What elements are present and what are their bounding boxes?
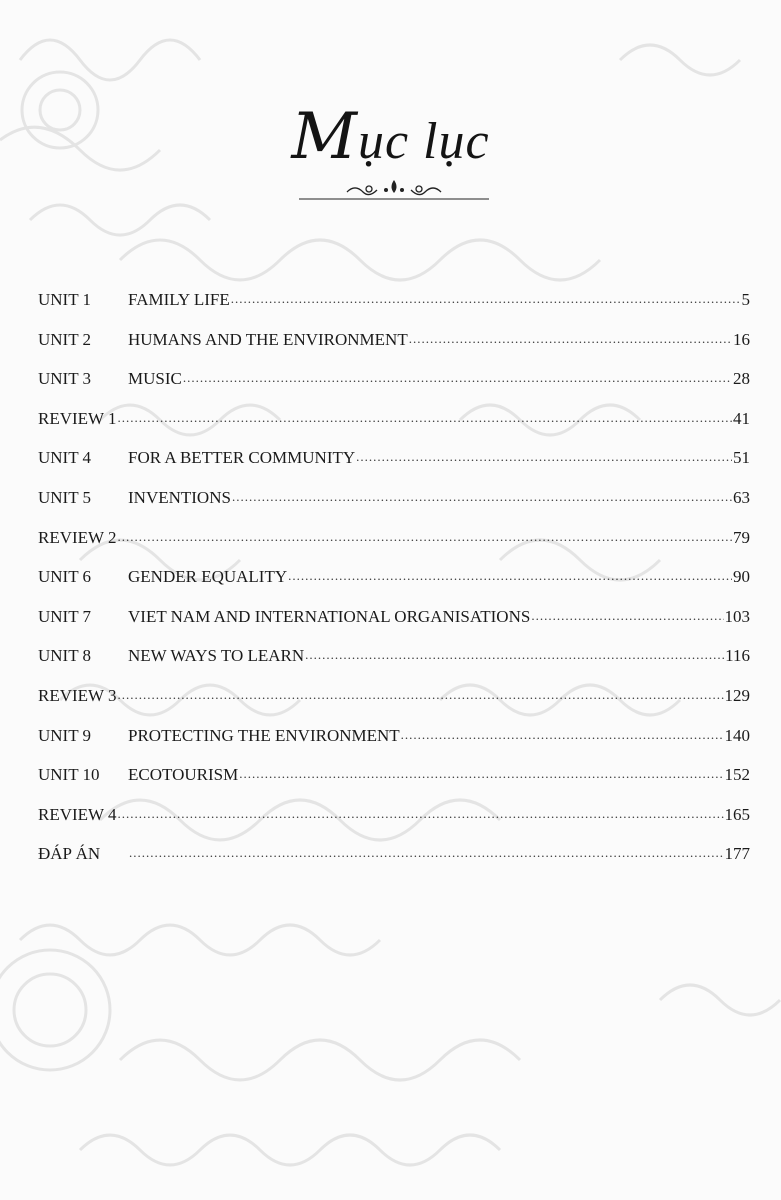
toc-row[interactable]: [38, 330, 750, 370]
toc-unit-title: FAMILY LIFE: [128, 290, 230, 309]
toc-page-number: 177: [724, 844, 750, 864]
toc-dot-leader: [232, 486, 732, 506]
toc-unit-number: UNIT 4: [38, 448, 92, 468]
toc-unit-number: UNIT 7: [38, 606, 92, 626]
toc-unit-title: PROTECTING THE ENVIRONMENT: [128, 725, 400, 745]
toc-unit-title: VIET NAM AND INTERNATIONAL ORGANISATIONS: [128, 606, 531, 626]
toc-page-number: 152: [724, 765, 750, 785]
toc-row[interactable]: [38, 686, 750, 726]
toc-dot-leader: [409, 328, 732, 348]
toc-page-number: 63: [733, 487, 750, 507]
page-title-initial: M: [291, 100, 358, 174]
toc-dot-leader: [288, 565, 732, 585]
toc-page-number: 51: [733, 448, 750, 468]
toc-row[interactable]: [38, 726, 750, 766]
toc-page-number: 140: [724, 725, 750, 745]
toc-page-number: 90: [733, 567, 750, 587]
toc-dot-leader: [305, 644, 724, 664]
toc-page-number: 28: [733, 369, 750, 389]
toc-unit-title: HUMANS AND THE ENVIRONMENT: [128, 329, 408, 349]
toc-unit-title: INVENTIONS: [128, 487, 231, 507]
toc-dot-leader: [118, 407, 732, 427]
toc-answers-label: ĐÁP ÁN: [38, 844, 101, 864]
toc-dot-leader: [239, 763, 723, 783]
toc-page-number: 5: [741, 290, 750, 309]
table-of-contents: [38, 290, 750, 884]
toc-unit-title: MUSIC: [128, 369, 182, 389]
toc-row[interactable]: [38, 448, 750, 488]
toc-unit-number: UNIT 9: [38, 725, 92, 745]
toc-row[interactable]: [38, 409, 750, 449]
toc-unit-number: UNIT 6: [38, 567, 92, 587]
toc-row[interactable]: [38, 607, 750, 647]
title-ornament-divider: [299, 178, 489, 204]
toc-unit-number: UNIT 10: [38, 765, 100, 785]
toc-page-number: 79: [733, 527, 750, 547]
toc-unit-title: ECOTOURISM: [128, 765, 239, 785]
toc-dot-leader: [401, 724, 724, 744]
toc-row[interactable]: [38, 528, 750, 568]
toc-row[interactable]: [38, 765, 750, 805]
toc-dot-leader: [356, 446, 732, 466]
toc-unit-number: UNIT 2: [38, 329, 92, 349]
toc-dot-leader: [118, 803, 724, 823]
toc-page-number: 129: [724, 685, 750, 705]
toc-row[interactable]: [38, 844, 750, 884]
toc-dot-leader: [531, 605, 723, 625]
toc-review-label: REVIEW 1: [38, 408, 117, 428]
toc-dot-leader: [118, 526, 732, 546]
toc-page-number: 16: [733, 329, 750, 349]
toc-page-number: 116: [725, 646, 750, 666]
toc-dot-leader: [129, 842, 724, 862]
toc-row[interactable]: [38, 646, 750, 686]
toc-unit-number: UNIT 3: [38, 369, 92, 389]
toc-dot-leader: [118, 684, 724, 704]
toc-row[interactable]: [38, 290, 750, 330]
toc-unit-title: GENDER EQUALITY: [128, 567, 288, 587]
toc-row[interactable]: [38, 369, 750, 409]
toc-page-number: 41: [733, 408, 750, 428]
toc-row[interactable]: [38, 805, 750, 845]
toc-page-number: 103: [724, 606, 750, 626]
toc-row[interactable]: [38, 567, 750, 607]
toc-review-label: REVIEW 2: [38, 527, 117, 547]
toc-unit-number: UNIT 8: [38, 646, 92, 666]
toc-unit-number: UNIT 1: [38, 290, 92, 309]
toc-row[interactable]: [38, 488, 750, 528]
toc-review-label: REVIEW 3: [38, 685, 117, 705]
toc-dot-leader: [183, 367, 732, 387]
page-title: [0, 100, 781, 174]
toc-unit-title: NEW WAYS TO LEARN: [128, 646, 305, 666]
toc-page-number: 165: [724, 804, 750, 824]
toc-dot-leader: [231, 288, 741, 308]
toc-review-label: REVIEW 4: [38, 804, 117, 824]
toc-unit-number: UNIT 5: [38, 487, 92, 507]
toc-unit-title: FOR A BETTER COMMUNITY: [128, 448, 356, 468]
page-title-rest: ục lục: [357, 113, 490, 170]
